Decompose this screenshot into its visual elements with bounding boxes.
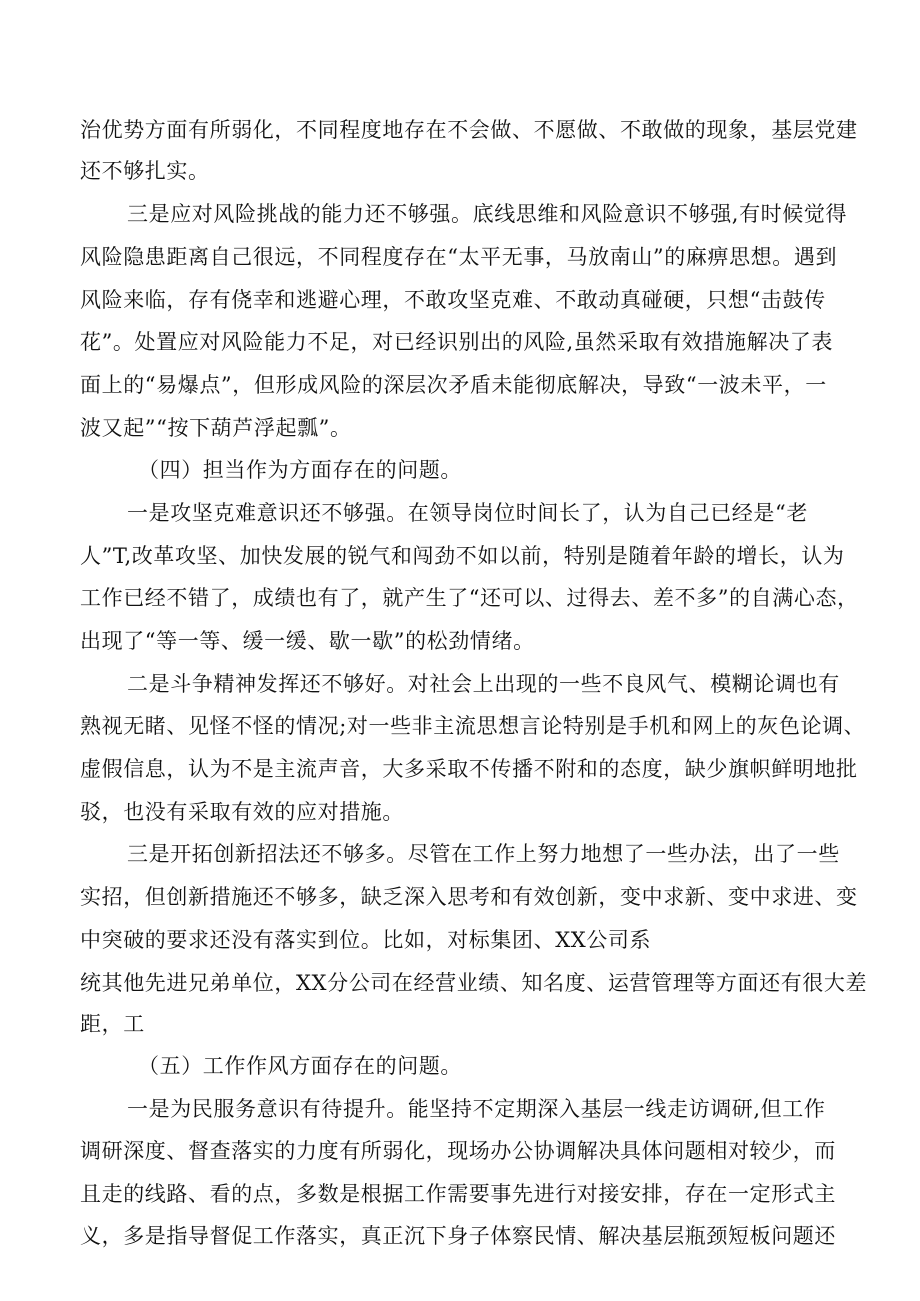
text-line: 风险隐患距离自己很远，不同程度存在“太平无事，马放南山”的麻痹思想。遇到 [80,245,838,269]
text-line: 实招，但创新措施还不够多，缺乏深入思考和有效创新，变中求新、变中求进、变 [80,885,858,909]
text-line: 出现了“等一等、缓一缓、歇一歇”的松劲情绪。 [80,629,535,653]
text-line: 工作已经不错了，成绩也有了，就产生了“还可以、过得去、差不多”的自满心态， [80,586,859,610]
text-line: 中突破的要求还没有落实到位。比如，对标集团、XX公司系 [80,928,652,952]
text-line: 熟视无睹、见怪不怪的情况;对一些非主流思想言论特别是手机和网上的灰色论调、 [80,714,866,738]
text-line: 人”T,改革攻坚、加快发展的锐气和闯劲不如以前，特别是随着年龄的增长，认为 [80,544,845,568]
text-line: 治优势方面有所弱化，不同程度地存在不会做、不愿做、不敢做的现象，基层党建 [80,118,858,142]
text-line: 义，多是指导督促工作落实，真正沉下身子体察民情、解决基层瓶颈短板问题还 [80,1224,836,1248]
text-line: 统其他先进兄弟单位，XX分公司在经营业绩、知名度、运营管理等方面还有很大差 [80,971,868,995]
paragraph-start-line: 一是攻坚克难意识还不够强。在领导岗位时间长了，认为自己已经是“老 [127,501,808,525]
text-line: 还不够扎实。 [80,159,210,183]
text-line: 风险来临，存有侥幸和逃避心理，不敢攻坚克难、不敢动真碰硬，只想“击鼓传 [80,288,826,312]
text-line: 面上的“易爆点”，但形成风险的深层次矛盾未能彻底解决，导致“一波未平，一 [80,373,827,397]
paragraph-start-line: 一是为民服务意识有待提升。能坚持不定期深入基层一线走访调研,但工作 [127,1097,826,1121]
text-line: 距，工 [80,1012,145,1036]
paragraph-start-line: 三是开拓创新招法还不够多。尽管在工作上努力地想了一些办法，出了一些 [127,842,840,866]
section-heading: （四）担当作为方面存在的问题。 [138,458,462,482]
text-line: 调研深度、督查落实的力度有所弱化，现场办公协调解决具体问题相对较少，而 [80,1139,836,1163]
text-line: 虚假信息，认为不是主流声音，大多采取不传播不附和的态度，缺少旗帜鲜明地批 [80,757,858,781]
text-line: 波又起”“按下葫芦浮起瓢”。 [80,416,352,440]
section-heading: （五）工作作风方面存在的问题。 [138,1054,462,1078]
paragraph-start-line: 二是斗争精神发挥还不够好。对社会上出现的一些不良风气、模糊论调也有 [127,672,840,696]
text-line: 花”。处置应对风险能力不足，对已经识别出的风险,虽然采取有效措施解决了表 [80,330,834,354]
text-line: 且走的线路、看的点，多数是根据工作需要事先进行对接安排，存在一定形式主 [80,1182,836,1206]
paragraph-start-line: 三是应对风险挑战的能力还不够强。底线思维和风险意识不够强,有时候觉得 [127,202,848,226]
text-line: 驳，也没有采取有效的应对措施。 [80,800,404,824]
